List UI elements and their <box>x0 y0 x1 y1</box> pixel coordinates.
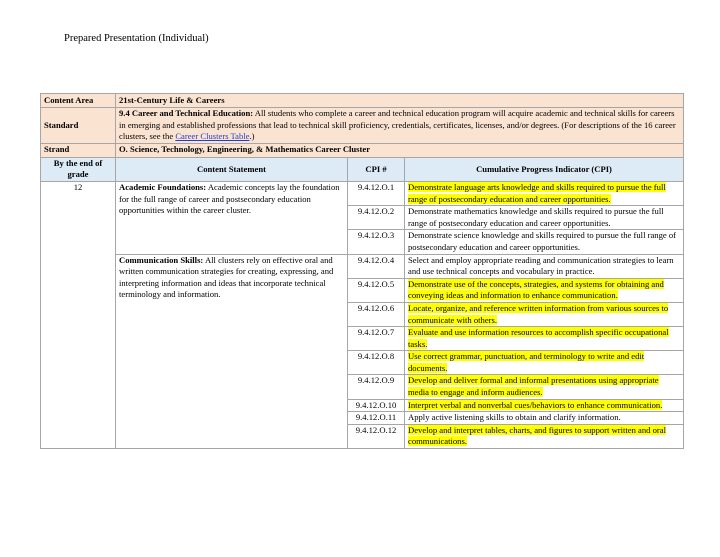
content-area-label: Content Area <box>41 94 116 108</box>
cpi-number: 9.4.12.O.1 <box>348 181 405 205</box>
column-header-grade: By the end of grade <box>41 157 116 181</box>
cpi-number: 9.4.12.O.9 <box>348 375 405 399</box>
cpi-indicator-text: Develop and deliver formal and informal presentations using appropriate media to engage and inform audiences. <box>408 375 659 398</box>
cpi-number: 9.4.12.O.7 <box>348 327 405 351</box>
standard-row <box>41 108 684 144</box>
cpi-indicator <box>405 254 684 278</box>
cpi-indicator <box>405 399 684 412</box>
cpi-indicator <box>405 375 684 399</box>
cpi-indicator <box>405 327 684 351</box>
strand-value: O. Science, Technology, Engineering, & Mathematics Career Cluster <box>116 143 684 157</box>
standard-label: Standard <box>41 108 116 144</box>
cpi-indicator-text: Demonstrate use of the concepts, strategies, and systems for obtaining and conveying ideas and information to enhance communication. <box>408 278 664 301</box>
cpi-indicator-text: Demonstrate language arts knowledge and skills required to pursue the full range of postsecondary education and career opportunities. <box>408 181 666 204</box>
cpi-indicator <box>405 351 684 375</box>
cpi-number: 9.4.12.O.4 <box>348 254 405 278</box>
cpi-number: 9.4.12.O.12 <box>348 424 405 448</box>
table-row <box>41 181 684 205</box>
standards-table <box>40 93 684 449</box>
cpi-indicator-text: Develop and interpret tables, charts, and figures to support written and oral communications. <box>408 424 666 447</box>
cpi-indicator <box>405 181 684 205</box>
standard-tail: .) <box>249 131 255 142</box>
cpi-indicator-text: Locate, organize, and reference written information from various sources to communicate with others. <box>408 302 669 325</box>
cpi-number: 9.4.12.O.11 <box>348 412 405 425</box>
strand-label: Strand <box>41 143 116 157</box>
cpi-number: 9.4.12.O.6 <box>348 302 405 326</box>
column-header-cpi: CPI # <box>348 157 405 181</box>
cpi-indicator-text: Select and employ appropriate reading and communication strategies to learn and use technical concepts and vocabulary in practice. <box>408 254 674 277</box>
cpi-number: 9.4.12.O.10 <box>348 399 405 412</box>
table-row <box>41 254 684 278</box>
cpi-indicator-text: Demonstrate mathematics knowledge and skills required to pursue the full range of postsecondary education and career opportunities. <box>408 206 664 228</box>
cpi-number: 9.4.12.O.2 <box>348 206 405 230</box>
cpi-indicator-text: Evaluate and use information resources to accomplish specific occupational tasks. <box>408 327 669 349</box>
content-statement <box>116 254 348 449</box>
cpi-indicator-text: Demonstrate science knowledge and skills required to pursue the full range of postsecondary education and career opportunities. <box>408 230 676 252</box>
cpi-number: 9.4.12.O.5 <box>348 278 405 302</box>
column-header-row <box>41 157 684 181</box>
standard-body: All students who complete a career and technical education program will acquire academic and technical skills for careers in emerging and established professions that lead to technical skill proficiency, credentials, certificates, licenses, and/or degrees. (For descriptions of the 16 career clusters, see the <box>119 108 676 142</box>
content-statement-title: Academic Foundations: <box>119 181 207 192</box>
career-clusters-link[interactable]: Career Clusters Table <box>175 131 250 142</box>
cpi-indicator <box>405 412 684 425</box>
cpi-indicator <box>405 424 684 448</box>
content-statement-text: Academic concepts lay the foundation for the full range of career and postsecondary education opportunities within the career cluster. <box>119 181 340 216</box>
content-area-row <box>41 94 684 108</box>
content-statement-title: Communication Skills: <box>119 254 204 265</box>
cpi-indicator-text: Apply active listening skills to obtain and clarify information. <box>408 412 621 423</box>
cpi-indicator <box>405 278 684 302</box>
cpi-indicator-text: Use correct grammar, punctuation, and terminology to write and edit documents. <box>408 351 645 373</box>
cpi-indicator <box>405 206 684 230</box>
cpi-number: 9.4.12.O.8 <box>348 351 405 375</box>
standard-title: 9.4 Career and Technical Education: <box>119 108 254 118</box>
cpi-indicator <box>405 302 684 326</box>
column-header-indicator: Cumulative Progress Indicator (CPI) <box>405 157 684 181</box>
cpi-indicator <box>405 230 684 254</box>
content-statement-text: All clusters rely on effective oral and written communication strategies for creating, expressing, and interpreting information and ideas that incorporate technical terminology and information. <box>119 254 334 300</box>
cpi-indicator-text: Interpret verbal and nonverbal cues/behaviors to enhance communication. <box>408 399 663 410</box>
grade-cell: 12 <box>41 181 116 448</box>
cpi-number: 9.4.12.O.3 <box>348 230 405 254</box>
column-header-statement: Content Statement <box>116 157 348 181</box>
content-area-value: 21st-Century Life & Careers <box>116 94 684 108</box>
page-title: Prepared Presentation (Individual) <box>64 33 209 44</box>
content-statement <box>116 181 348 254</box>
strand-row <box>41 143 684 157</box>
standard-text <box>116 108 684 144</box>
